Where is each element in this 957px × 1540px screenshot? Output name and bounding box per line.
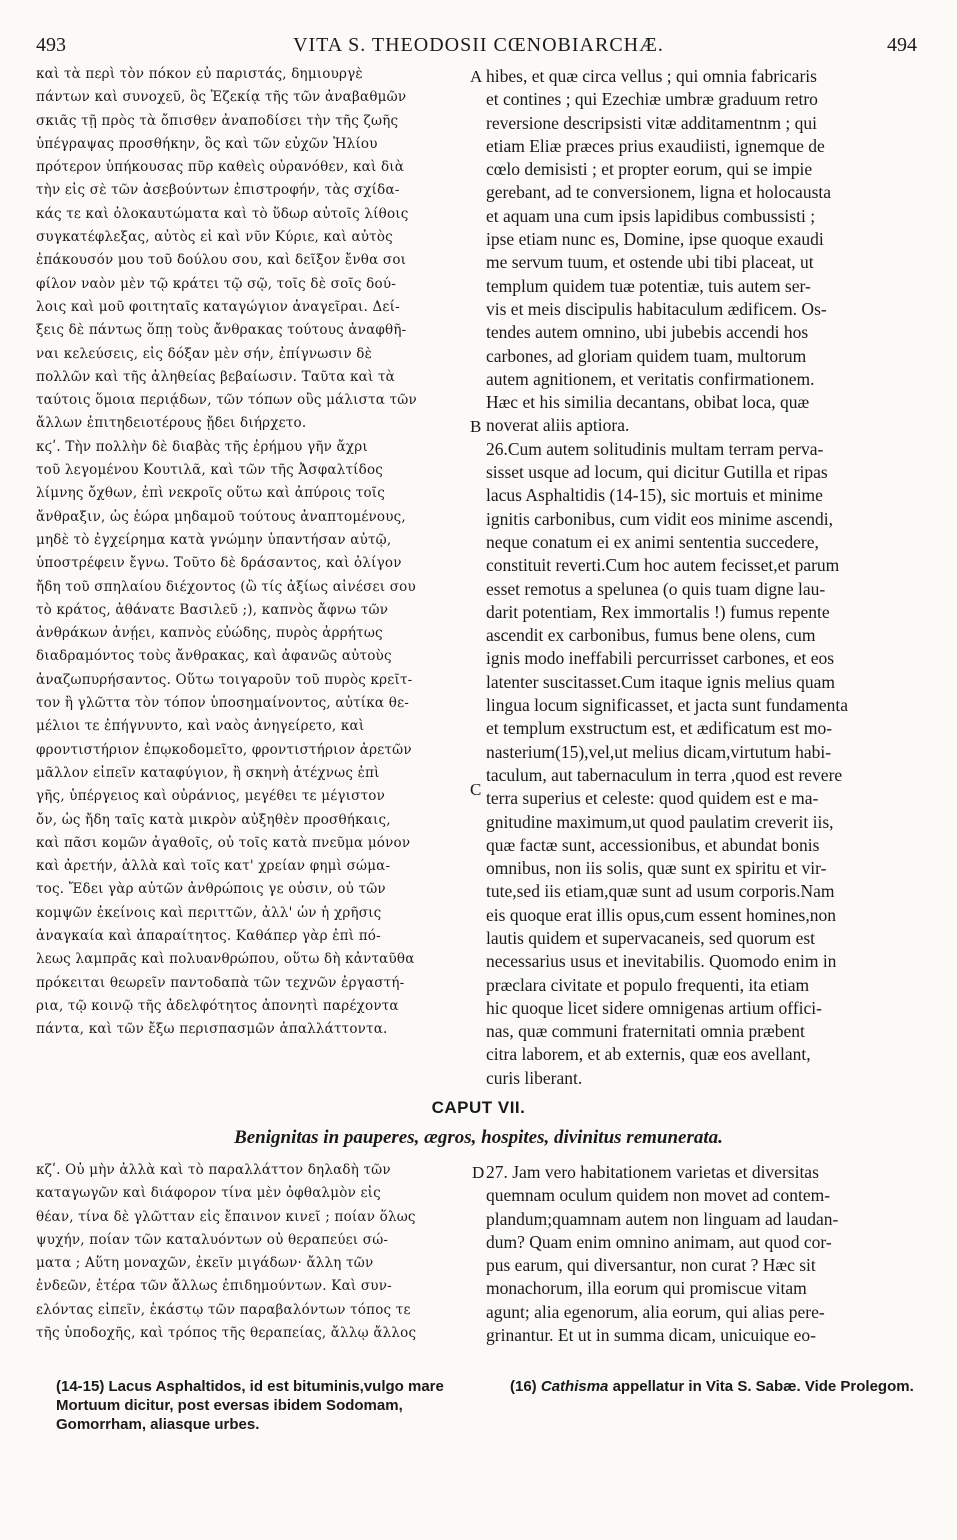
text-line: me servum tuum, et ostende ubi tibi placeat, ut (486, 252, 814, 273)
text-line: πρόκειται θεωρεῖν παντοδαπὰ τῶν τεχνῶν ἐργαστή- (36, 974, 405, 991)
text-line: lacus Asphaltidis (14-15), sic mortuis et minime (486, 485, 823, 506)
text-line: reversione descripsisti vitæ additamentnm ; qui (486, 112, 817, 133)
text-line: taculum, aut tabernaculum in terra ,quod est revere (486, 764, 843, 785)
text-line: cœlo demisisti ; et propter eorum, qui se impie (486, 159, 813, 180)
chapter-title: CAPUT VII. (431, 1098, 526, 1117)
greek-column-bottom (36, 1162, 480, 1348)
text-line: noverat aliis aptiora. (486, 415, 630, 436)
margin-marker-b: B (470, 417, 482, 436)
text-line: et contines ; qui Ezechiæ umbræ graduum retro (486, 89, 818, 110)
text-line: pus earum, qui diversantur, non curat ? Hæc sit (486, 1255, 816, 1276)
text-line: λοις καὶ μοῦ φοιτηταῖς καταγώγιον ἀναγεῖραι. Δεί- (36, 298, 400, 315)
text-line: eis quoque erat illis opus,cum essent homines,non (486, 904, 836, 925)
text-line: ψυχήν, ποίαν τῶν καταλυόντων οὐ θεραπεύει σώ- (36, 1231, 389, 1248)
text-line: terra superius et celeste: quod quidem est e ma- (486, 788, 819, 809)
text-line: ἄλλων ἐπιτηδειοτέρους ᾔδει διήρχετο. (36, 415, 307, 432)
footnote-right-number: (16) (510, 1378, 537, 1395)
text-line: θέαν, τίνα δὲ γλῶτταν εἰς ἔπαινον κινεῖ ; ποίαν ὅλως (36, 1208, 416, 1225)
left-page-number: 493 (36, 34, 66, 56)
text-line: κομψῶν ἐκείνοις καὶ περιττῶν, ἀλλ' ὧν ἡ χρῆσις (36, 904, 382, 921)
text-line: καταγωγῶν καὶ διάφορον τίνα μὲν ὀφθαλμὸν εἰς (36, 1185, 381, 1202)
text-line: ματα ; Αὕτη μοναχῶν, ἐκεῖν μιγάδων· ἄλλη τῶν (36, 1255, 374, 1272)
text-line: constituit reverti.Cum hoc autem fecisset,et parum (486, 555, 840, 576)
text-line: etiam Eliæ præces prius exaudiisti, ignemque de (486, 135, 825, 156)
text-line: præclara civitate et populo frequenti, ita etiam (486, 974, 810, 995)
text-line: γῆς, ὑπέργειος καὶ οὐράνιος, μεγέθει τε μέγιστον (36, 788, 385, 805)
text-line: lingua locum significasset, et jacta sunt fundamenta (486, 695, 849, 716)
latin-column-top (486, 66, 926, 1091)
text-line: ἤδη τοῦ σπηλαίου διέχοντος (ὢ τίς ἀξίως αἰνέσει σου (36, 578, 416, 595)
text-line: ναι κελεύσεις, εἰς δόξαν μὲν σήν, ἐπίγνωσιν δὲ (36, 345, 373, 362)
text-line: Hæc et his similia decantans, obibat loca, quæ (486, 392, 810, 413)
running-title: VITA S. THEODOSII CŒNOBIARCHÆ. (293, 34, 664, 56)
text-line: 27. Jam vero habitationem varietas et diversitas (486, 1162, 819, 1182)
text-line: citra laborem, et ab externis, quæ eos avellant, (486, 1044, 811, 1065)
footnote-left: (14-15) Lacus Asphaltidos, id est bituminis,vulgo mare Mortuum dicitur, post eversas ibidem Sodomam, Gomorrham, aliasque urbes. (56, 1378, 444, 1433)
text-line: et templum exstructum est, et ædificatum est mo- (486, 718, 833, 739)
text-line: latenter suscitasset.Cum itaque ignis melius quam (486, 671, 835, 692)
text-line: τῆς ὑποδοχῆς, καὶ τρόπος τῆς θεραπείας, ἄλλῳ ἄλλος (36, 1325, 417, 1342)
text-line: σκιᾶς τῇ πρὸς τὰ ὄπισθεν ἀναποδίσει τὴν τῆς ζωῆς (36, 112, 399, 129)
text-line: ascendit ex carbonibus, fumus bene olens, cum (486, 625, 816, 646)
text-line: dum? Quam enim omnino animam, aut quod cor- (486, 1231, 832, 1252)
text-line: διαδραμόντος τοὺς ἄνθρακας, καὶ ἀφανῶς αὐτοὺς (36, 648, 392, 665)
text-line: καὶ πᾶσι κομῶν ἀγαθοῖς, οὐ τοῖς κατὰ πνεῦμα μόνον (36, 834, 411, 851)
text-line: tendes autem omnino, ubi jubebis accendi hos (486, 322, 809, 343)
latin-column-bottom (486, 1162, 926, 1348)
text-line: quæ factæ sunt, accessionibus, et abundat bonis (486, 834, 820, 855)
text-line: ἐπάκουσόν μου τοῦ δούλου σου, καὶ δεῖξον ἔνθα σοι (36, 252, 407, 269)
text-line: τον ἢ γλῶττα τὸν τόπον ὑποσημαίνοντος, αὐτίκα θε- (36, 695, 410, 712)
text-line: μᾶλλον εἰπεῖν καταφύγιον, ἢ σκηνὴ ἀτέχνως ἐπὶ (36, 764, 380, 781)
text-line: ἀναγκαία καὶ ἀπαραίτητος. Καθάπερ γὰρ ἐπὶ πό- (36, 927, 381, 944)
text-line: necessarius usus et inevitabilis. Quomodo enim in (486, 951, 837, 972)
text-line: ὄν, ὡς ἤδη ταῖς κατὰ μικρὸν αὐξηθὲν προσθήκαις, (36, 811, 391, 828)
text-line: ἀναζωπυρήσαντος. Οὕτω τοιγαροῦν τοῦ πυρὸς κρεῖτ- (36, 671, 413, 688)
text-line: πάντα, καὶ τῶν ἔξω περισπασμῶν ἀπαλλάττοντα. (36, 1021, 388, 1038)
text-line: gerebant, ad te conversionem, ligna et holocausta (486, 182, 832, 203)
text-line: quemnam oculum quidem non movet ad contem- (486, 1185, 831, 1206)
text-line: tute,sed iis etiam,quæ sunt ad usum corporis.Nam (486, 881, 835, 902)
text-line: ignitis carbonibus, cum vidit eos minime ascendi, (486, 508, 834, 529)
text-line: πάντων καὶ συνοχεῦ, ὃς Ἐζεκίᾳ τῆς τῶν ἀναβαθμῶν (36, 89, 407, 106)
text-line: φροντιστήριον ἐπῳκοδομεῖτο, φροντιστήριον ἀρετῶν (36, 741, 412, 758)
text-line: darit potentiam, Rex immortalis !) fumus repente (486, 601, 830, 622)
text-line: ελόντας εἰπεῖν, ἑκάστῳ τῶν παραβαλόντων τόπος τε (36, 1301, 411, 1318)
text-line: ἀνθράκων ἀνῄει, καπνὸς εὐώδης, πυρὸς ἀρρήτως (36, 625, 383, 642)
text-line: templum quidem tuæ potentiæ, tuis autem ser- (486, 275, 811, 296)
text-line: monachorum, illa eorum qui promiscue vitam (486, 1278, 807, 1299)
text-line: λεως λαμπρᾶς καὶ πολυανθρώπου, οὕτω δὴ κἀνταῦθα (36, 951, 415, 968)
text-line: λίμνης ὄχθων, ἐπὶ νεκροῖς οὕτω καὶ ἀπύροις τοῖς (36, 485, 386, 502)
text-line: autem agnitionem, et veritatis confirmationem. (486, 368, 815, 389)
margin-marker-d: D (472, 1163, 485, 1182)
text-line: τὴν εἰς σὲ τῶν ἀσεβούντων ἐπιστροφήν, τὰς σχίδα- (36, 182, 400, 199)
footnote-right-term: Cathisma (540, 1378, 609, 1395)
text-line: hibes, et quæ circa vellus ; qui omnia fabricaris (486, 66, 817, 86)
text-line: κάς τε καὶ ὁλοκαυτώματα καὶ τὸ ὕδωρ αὐτοῖς λίθοις (36, 205, 409, 222)
text-line: τος. Ἔδει γὰρ αὐτῶν ἀνθρώποις γε οὖσιν, οὐ τῶν (36, 881, 386, 898)
text-line: κϛʹ. Τὴν πολλὴν δὲ διαβὰς τῆς ἐρήμου γῆν ἄχρι (36, 438, 368, 455)
text-line: ὑποστρέφειν ἔγνω. Τοῦτο δὲ δράσαντος, καὶ ὀλίγον (36, 555, 402, 572)
margin-marker-c: C (470, 780, 482, 799)
text-line: esset remotus a spelunea (o quis tuam digne lau- (486, 578, 826, 599)
text-line: μέλιοι τε ἐπήγνυντο, καὶ ναὸς ἀνηγείρετο, καὶ (36, 718, 365, 735)
text-line: neque conatum ei ex animi sententia succedere, (486, 531, 819, 552)
text-line: hic quoque licet sidere omnigenas artium offici- (486, 997, 822, 1018)
text-line: ταύτοις ὅμοια περιᾴδων, τῶν τόπων οὓς μάλιστα τῶν (36, 392, 417, 409)
text-line: grinantur. Et ut in summa dicam, unicuique eo- (486, 1325, 816, 1346)
text-line: καὶ τὰ περὶ τὸν πόκον εὖ παριστάς, δημιουργὲ (36, 66, 363, 82)
text-line: μηδὲ τὸ ἐγχείρημα κατὰ γνώμην ὑπαντήσαν αὐτῷ, (36, 531, 392, 548)
text-line: ἄνθραξιν, ὡς ἑώρα μηδαμοῦ τούτους ἀναπτομένους, (36, 508, 406, 525)
text-line: curis liberant. (486, 1067, 583, 1088)
text-line: nasterium(15),vel,ut melius dicam,virtutum habi- (486, 741, 832, 762)
text-line: καὶ ἀρετήν, ἀλλὰ καὶ τοῖς κατ' χρείαν φημὶ σώμα- (36, 858, 391, 875)
text-line: 26.Cum autem solitudinis multam terram perva- (486, 438, 824, 459)
text-line: sisset usque ad locum, qui dicitur Gutilla et ripas (486, 462, 828, 483)
chapter-subtitle: Benignitas in pauperes, ægros, hospites, divinitus remunerata. (234, 1127, 723, 1148)
margin-marker-a: A (470, 67, 483, 86)
text-line: omnibus, non iis solis, quæ sunt ex spiritu et vir- (486, 858, 827, 879)
text-line: ρια, τῷ κοινῷ τῆς ἀδελφότητος ἀπονητὶ παρέχοντα (36, 997, 399, 1014)
text-line: πολλῶν καὶ τῆς ἀληθείας βεβαίωσιν. Ταῦτα καὶ τὰ (36, 368, 395, 385)
text-line: plandum;quamnam autem non linguam ad laudan- (486, 1208, 839, 1229)
text-line: nas, quæ communi fraternitati omnia præbent (486, 1021, 805, 1042)
text-line: lautis quidem et supervacaneis, sed quorum est (486, 927, 816, 948)
footnote-right (510, 1377, 930, 1396)
text-line: ὑπέγραψας προσθήκην, ὃς καὶ τῶν εὐχῶν Ἠλίου (36, 135, 378, 152)
text-line: ipse etiam nunc es, Domine, ipse quoque exaudi (486, 229, 824, 250)
text-line: carbones, ad gloriam quidem tuam, multorum (486, 345, 807, 366)
text-line: κζʹ. Οὐ μὴν ἀλλὰ καὶ τὸ παραλλάττον δηλαδὴ τῶν (36, 1162, 391, 1178)
text-line: ξεις δὲ πάντως ὅπῃ τοὺς ἄνθρακας τούτους ἀναφθῆ- (36, 322, 407, 339)
text-line: et aquam una cum ipsis lapidibus combussisti ; (486, 205, 816, 226)
footnote-right-text: appellatur in Vita S. Sabæ. Vide Prolegom. (612, 1378, 914, 1395)
text-line: συγκατέφλεξας, αὐτὸς εἶ καὶ νῦν Κύριε, καὶ αὐτὸς (36, 229, 393, 246)
text-line: gnitudine maximum,ut quod paulatim creverit iis, (486, 811, 834, 832)
text-line: πρότερον ὑπήκουσας πῦρ καθεὶς οὐρανόθεν, καὶ διὰ (36, 159, 405, 176)
text-line: ignis modo ineffabili percurrisset carbones, et eos (486, 648, 835, 669)
text-line: φίλον ναὸν μὲν τῷ κράτει τῷ σῷ, τοῖς δὲ σοῖς δού- (36, 275, 396, 292)
text-line: ἐνδεῶν, ἑτέρα τῶν ἄλλως ἐπιδημούντων. Καὶ συν- (36, 1278, 392, 1295)
right-page-number: 494 (887, 34, 917, 56)
text-line: τοῦ λεγομένου Κουτιλᾶ, καὶ τῶν τῆς Ἀσφαλτίδος (36, 462, 384, 479)
text-line: τὸ κράτος, ἀθάνατε Βασιλεῦ ;), καπνὸς ἄφνω τῶν (36, 601, 389, 618)
text-line: agunt; alia egenorum, alia eorum, qui alias pere- (486, 1301, 825, 1322)
greek-column-top (36, 66, 483, 1044)
text-line: vis et meis discipulis habitaculum ædificem. Os- (486, 298, 827, 319)
